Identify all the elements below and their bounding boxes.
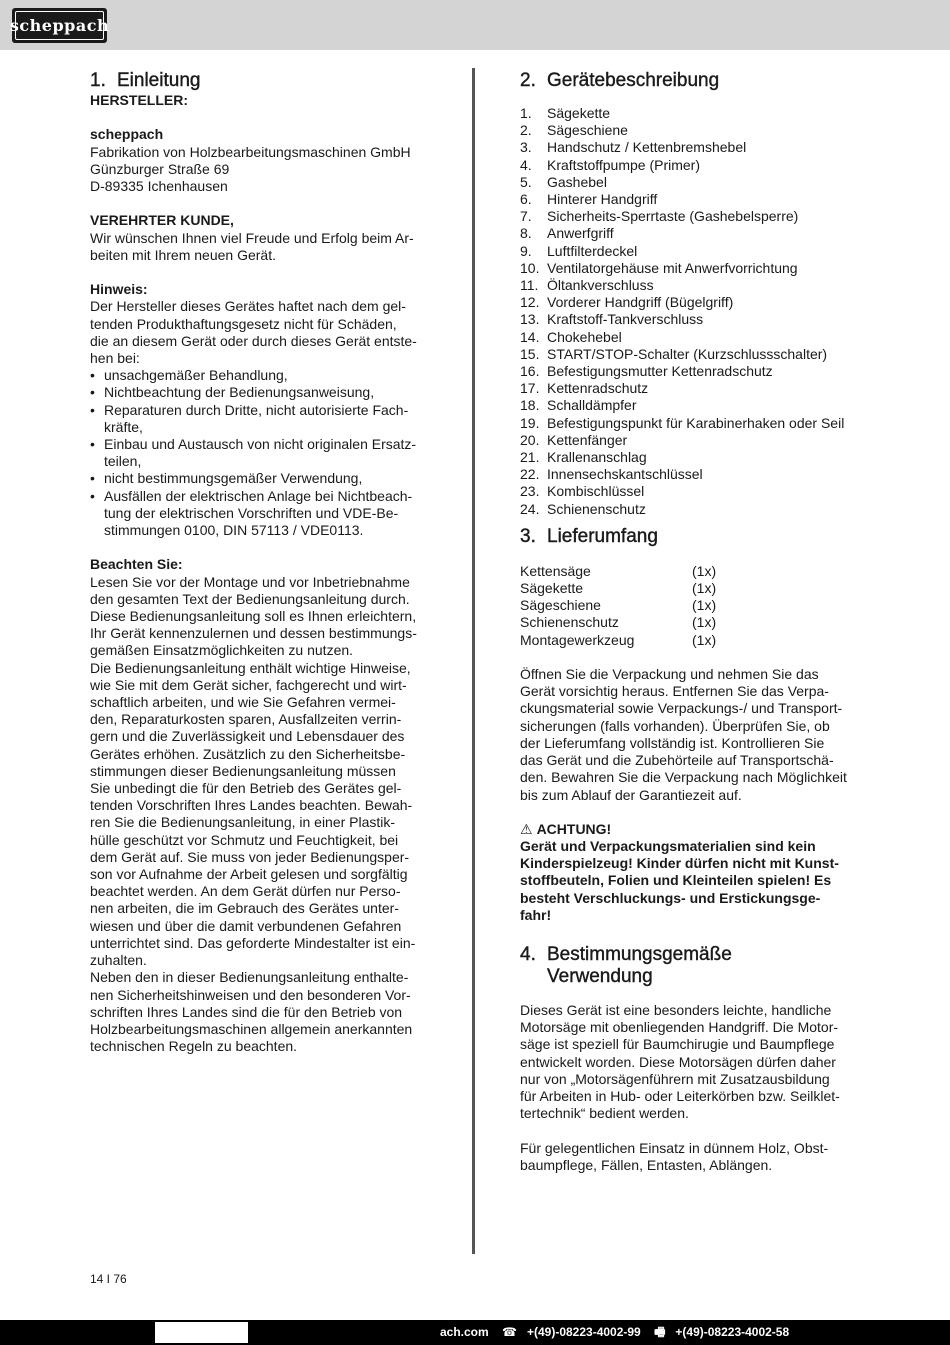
- text-line: Gerät und Verpackungsmaterialien sind kein: [520, 837, 816, 854]
- part-item: 9. Luftfilterdeckel: [520, 242, 638, 259]
- footer-phone: +(49)-08223-4002-99: [526, 1325, 641, 1339]
- text-line: Öffnen Sie die Verpackung und nehmen Sie das: [520, 666, 819, 683]
- text-line: Neben den in dieser Bedienungsanleitung enthalte-: [90, 969, 409, 986]
- text-line: technischen Regeln zu beachten.: [90, 1038, 298, 1055]
- text-line: Die Bedienungsanleitung enthält wichtige Hinweise,: [90, 659, 411, 676]
- text-line: unterrichtet sind. Das geforderte Mindestalter ist ein-: [90, 934, 416, 951]
- parts-list: [520, 105, 865, 518]
- text-line: der Lieferumfang vollständig ist. Kontrollieren Sie: [520, 734, 825, 751]
- section-4-heading: 4. Bestimmungsgemäße Verwendung: [520, 943, 732, 987]
- text-line: Wir wünschen Ihnen viel Freude und Erfolg beim Ar-: [90, 229, 414, 246]
- part-item: 21. Krallenanschlag: [520, 449, 647, 466]
- part-item: 10. Ventilatorgehäuse mit Anwerfvorrichtung: [520, 259, 798, 276]
- part-item: 15. START/STOP-Schalter (Kurzschlussschalter): [520, 345, 828, 362]
- section-3-heading: 3. Lieferumfang: [520, 525, 658, 547]
- text-line: das Gerät und die Zubehörteile auf Transportschä-: [520, 752, 834, 769]
- text-line: Holzbearbeitungsmaschinen allgemein anerkannten: [90, 1020, 413, 1037]
- text-line: stimmungen dieser Bedienungsanleitung müssen: [90, 762, 396, 779]
- part-item: 13. Kraftstoff-Tankverschluss: [520, 311, 704, 328]
- liability-bullet-list: [90, 367, 435, 539]
- text-line: gemäßen Einsatzmöglichkeiten zu nutzen.: [90, 642, 354, 659]
- logo-text: scheppach: [15, 11, 104, 40]
- footer-website[interactable]: ach.com: [440, 1325, 489, 1339]
- part-item: 22. Innensechskantschlüssel: [520, 466, 703, 483]
- text-line: wie Sie mit dem Gerät sicher, fachgerecht und wirt-: [90, 676, 407, 693]
- text-line: ren Sie die Bedienungsanleitung, in einer Plastik-: [90, 814, 396, 831]
- text-line: Für gelegentlichen Einsatz in dünnem Holz, Obst-: [520, 1139, 829, 1156]
- bullet-item: • Nichtbeachtung der Bedienungsanweisung,: [90, 384, 435, 401]
- part-item: 12. Vorderer Handgriff (Bügelgriff): [520, 294, 734, 311]
- text-line: D-89335 Ichenhausen: [90, 178, 228, 194]
- page-number: 14 I 76: [90, 1272, 127, 1286]
- bullet-item: • unsachgemäßer Behandlung,: [90, 367, 435, 384]
- text-line: hen bei:: [90, 350, 140, 366]
- note-text: [90, 298, 435, 367]
- section-2-heading: 2. Gerätebeschreibung: [520, 70, 720, 91]
- warning-text: [520, 838, 865, 924]
- part-item: 2. Sägeschiene: [520, 122, 628, 139]
- text-line: Der Hersteller dieses Gerätes haftet nach dem gel-: [90, 298, 406, 315]
- customer-text: [90, 230, 435, 264]
- text-line: für Arbeiten in Hub- oder Leiterkörben bzw. Seilklet-: [520, 1087, 840, 1104]
- text-line: tertechnik“ bedient werden.: [520, 1105, 689, 1122]
- observe-label: Beachten Sie:: [90, 556, 183, 573]
- text-line: bis zum Ablauf der Garantiezeit auf.: [520, 786, 742, 803]
- observe-text: [90, 574, 435, 1056]
- warning-heading: ⚠ ACHTUNG!: [520, 820, 612, 837]
- left-column: [90, 70, 435, 1055]
- text-line: Motorsäge mit obenliegenden Handgriff. Die Motor-: [520, 1019, 839, 1036]
- text-line: entwickelt worden. Diese Motorsägen dürfen daher: [520, 1053, 836, 1070]
- text-line: Diese Bedienungsanleitung soll es Ihnen erleichtern,: [90, 608, 417, 625]
- manufacturer-label: HERSTELLER:: [90, 92, 188, 108]
- part-item: 4. Kraftstoffpumpe (Primer): [520, 156, 701, 173]
- text-line: zuhalten.: [90, 952, 147, 969]
- text-line: Lesen Sie vor der Montage und vor Inbetriebnahme: [90, 573, 410, 590]
- part-item: 11. Öltankverschluss: [520, 277, 654, 294]
- part-item: 20. Kettenfänger: [520, 431, 628, 448]
- part-item: 14. Chokehebel: [520, 328, 622, 345]
- scope-item: Kettensäge (1x): [520, 562, 717, 579]
- text-line: wiesen und über die damit verbundenen Gefahren: [90, 917, 402, 934]
- text-line: hülle geschützt vor Schmutz und Feuchtigkeit, bei: [90, 831, 399, 848]
- part-item: 5. Gashebel: [520, 173, 607, 190]
- text-line: Ihr Gerät kennenzulernen und dessen bestimmungs-: [90, 625, 417, 642]
- scope-item: Sägekette (1x): [520, 580, 717, 597]
- scheppach-logo: [9, 8, 110, 43]
- text-line: baumpflege, Fällen, Entasten, Ablängen.: [520, 1156, 773, 1173]
- text-line: Dieses Gerät ist eine besonders leichte, handliche: [520, 1001, 832, 1018]
- text-line: Gerätes erhöhen. Zusätzlich zu den Sicherheitsbe-: [90, 745, 406, 762]
- intended-use-text: [520, 1002, 865, 1122]
- footer-white-block: [155, 1322, 248, 1343]
- column-divider: [472, 68, 475, 1254]
- text-line: tenden Vorschriften Ihres Landes beachten. Bewah-: [90, 797, 413, 814]
- bullet-item: • Ausfällen der elektrischen Anlage bei Nichtbeach- tung der elektrischen Vorschriften und VDE-Be- stimmungen 0100, DIN 57113 / VDE0113.: [90, 488, 435, 540]
- part-item: 16. Befestigungsmutter Kettenradschutz: [520, 363, 773, 380]
- company-name: scheppach: [90, 126, 164, 143]
- scope-item: Sägeschiene (1x): [520, 597, 717, 614]
- unpack-text: [520, 666, 865, 804]
- part-item: 18. Schalldämpfer: [520, 397, 637, 414]
- footer-fax: +(49)-08223-4002-58: [675, 1325, 790, 1339]
- fax-icon: 🖷: [654, 1325, 666, 1339]
- header-bar: [0, 0, 950, 50]
- part-item: 17. Kettenradschutz: [520, 380, 649, 397]
- text-line: tenden Produkthaftungsgesetz nicht für Schäden,: [90, 315, 397, 332]
- text-line: schaftlich arbeiten, und wie Sie Gefahren vermei-: [90, 694, 396, 711]
- text-line: schriften Ihres Landes sind die für den Betrieb von: [90, 1003, 403, 1020]
- scope-item: Montagewerkzeug (1x): [520, 631, 717, 648]
- text-line: sicherungen (falls vorhanden). Überprüfen Sie, ob: [520, 717, 830, 734]
- text-line: Günzburger Straße 69: [90, 160, 230, 177]
- bullet-item: • Einbau und Austausch von nicht originalen Ersatz- teilen,: [90, 436, 435, 470]
- text-line: den gesamten Text der Bedienungsanleitung durch.: [90, 590, 410, 607]
- part-item: 7. Sicherheits-Sperrtaste (Gashebelsperre): [520, 208, 799, 225]
- text-line: nur von „Motorsägenführern mit Zusatzausbildung: [520, 1070, 830, 1087]
- section-1-heading: 1. Einleitung: [90, 70, 201, 91]
- part-item: 8. Anwerfgriff: [520, 225, 614, 242]
- scope-of-delivery-list: [520, 563, 865, 649]
- text-line: Kinderspielzeug! Kinder dürfen nicht mit Kunst-: [520, 855, 839, 872]
- scope-item: Schienenschutz (1x): [520, 614, 717, 631]
- text-line: ckungsmaterial sowie Verpackungs-/ und Transport-: [520, 700, 843, 717]
- part-item: 1. Sägekette: [520, 105, 611, 121]
- text-line: Gerät vorsichtig heraus. Entfernen Sie das Verpa-: [520, 683, 829, 700]
- text-line: fahr!: [520, 906, 552, 923]
- text-line: dem Gerät auf. Sie muss von jeder Bedienungsper-: [90, 848, 410, 865]
- text-line: Sie unbedingt die für den Betrieb des Gerätes gel-: [90, 780, 402, 797]
- text-line: son vor Aufnahme der Arbeit gelesen und sorgfältig: [90, 866, 408, 883]
- text-line: beachtet werden. An dem Gerät dürfen nur Perso-: [90, 883, 401, 900]
- part-item: 24. Schienenschutz: [520, 500, 646, 517]
- footer-contact: [440, 1320, 799, 1345]
- text-line: nen Sicherheitshinweisen und den besonderen Vor-: [90, 986, 411, 1003]
- text-line: stoffbeuteln, Folien und Kleinteilen spielen! Es: [520, 872, 832, 889]
- text-line: beiten mit Ihrem neuen Gerät.: [90, 246, 276, 263]
- text-line: gern und die Zuverlässigkeit und Lebensdauer des: [90, 728, 405, 745]
- warning-triangle-icon: ⚠: [520, 820, 533, 837]
- part-item: 3. Handschutz / Kettenbremshebel: [520, 139, 747, 156]
- right-column: [520, 70, 865, 1174]
- text-line: den. Bewahren Sie die Verpackung nach Möglichkeit: [520, 769, 847, 786]
- bullet-item: • Reparaturen durch Dritte, nicht autorisierte Fach- kräfte,: [90, 402, 435, 436]
- text-line: säge ist speziell für Baumchirugie und Baumpflege: [520, 1036, 835, 1053]
- text-line: Fabrikation von Holzbearbeitungsmaschinen GmbH: [90, 143, 411, 160]
- part-item: 6. Hinterer Handgriff: [520, 191, 658, 208]
- phone-icon: ☎: [502, 1325, 517, 1339]
- intended-use-text-2: [520, 1140, 865, 1174]
- text-line: die an diesem Gerät oder durch dieses Gerät entste-: [90, 332, 417, 349]
- text-line: besteht Verschluckungs- und Erstickungsge-: [520, 889, 821, 906]
- part-item: 23. Kombischlüssel: [520, 483, 645, 500]
- note-label: Hinweis:: [90, 281, 148, 298]
- text-line: den, Reparaturkosten sparen, Ausfallzeiten verrin-: [90, 711, 402, 728]
- text-line: nen arbeiten, die im Gebrauch des Gerätes unter-: [90, 900, 399, 917]
- company-address: [90, 144, 435, 196]
- customer-label: VEREHRTER KUNDE,: [90, 212, 234, 229]
- bullet-item: • nicht bestimmungsgemäßer Verwendung,: [90, 470, 435, 487]
- part-item: 19. Befestigungspunkt für Karabinerhaken oder Seil: [520, 414, 845, 431]
